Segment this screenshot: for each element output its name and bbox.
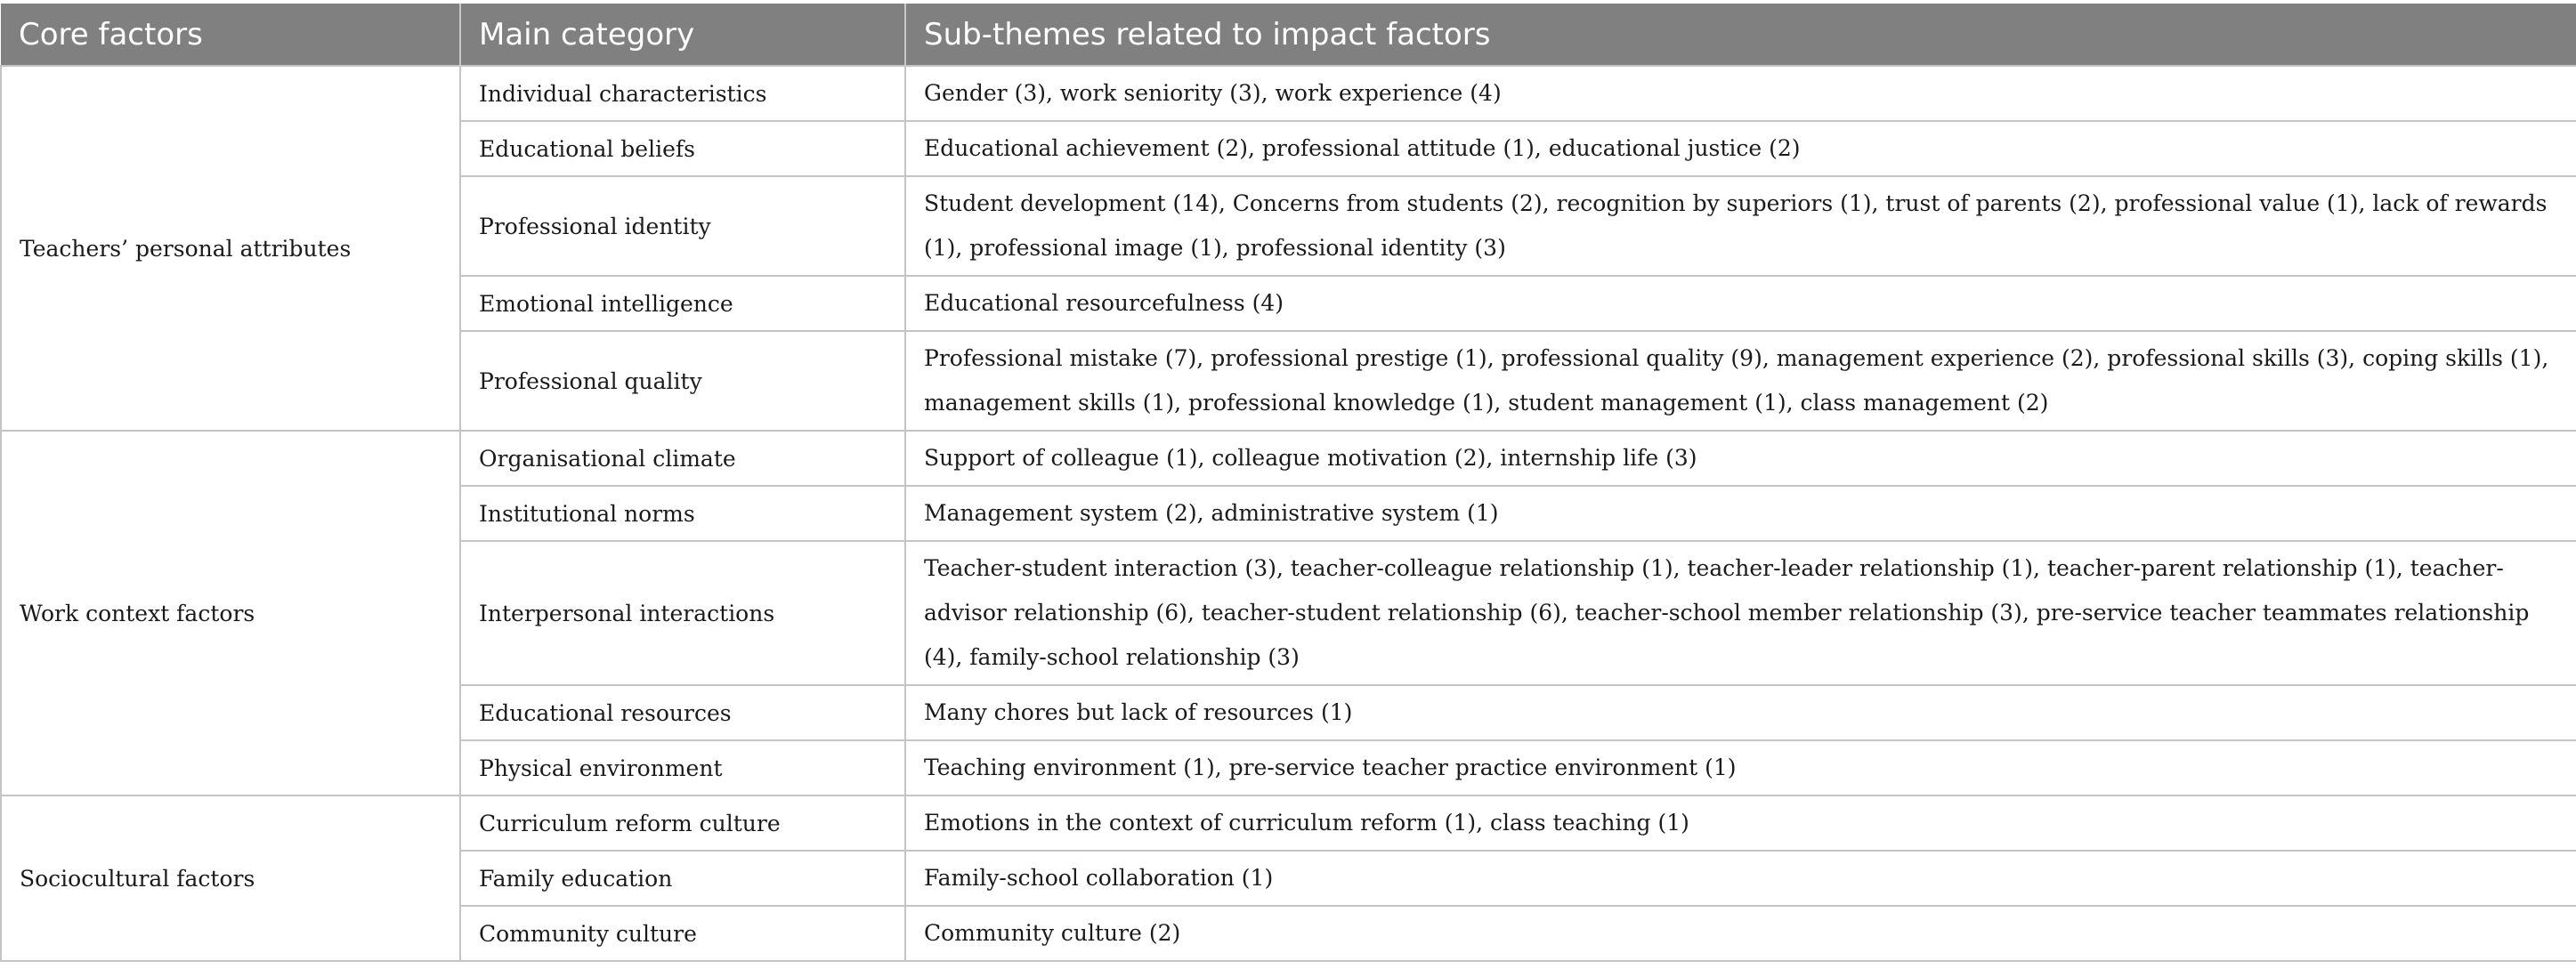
impact-factors-table — [0, 4, 2576, 962]
table-row — [1, 795, 2576, 851]
main-category-cell: Organisational climate — [460, 431, 905, 486]
sub-themes-cell: Gender (3), work seniority (3), work experience (4) — [905, 66, 2576, 121]
sub-themes-cell: Family-school collaboration (1) — [905, 851, 2576, 906]
main-category-cell: Physical environment — [460, 740, 905, 795]
sub-themes-cell: Community culture (2) — [905, 906, 2576, 961]
main-category-cell: Professional identity — [460, 176, 905, 276]
sub-themes-cell: Teacher-student interaction (3), teacher-colleague relationship (1), teacher-leader relationship (1), teacher-parent relationship (1), teacher-advisor relationship (6), teacher-student relationship (6), teacher-school member relationship (3), pre-service teacher teammates relationship (4), family-school relationship (3) — [905, 541, 2576, 685]
main-category-cell: Family education — [460, 851, 905, 906]
table-row — [1, 431, 2576, 486]
main-category-cell: Curriculum reform culture — [460, 795, 905, 851]
core-factor-cell: Sociocultural factors — [1, 795, 460, 961]
main-category-cell: Emotional intelligence — [460, 276, 905, 331]
main-category-cell: Individual characteristics — [460, 66, 905, 121]
sub-themes-cell: Professional mistake (7), professional prestige (1), professional quality (9), management experience (2), professional skills (3), coping skills (1), management skills (1), professional knowledge (1), student management (1), class management (2) — [905, 331, 2576, 431]
main-category-cell: Professional quality — [460, 331, 905, 431]
main-category-cell: Educational resources — [460, 685, 905, 740]
sub-themes-cell: Educational achievement (2), professional attitude (1), educational justice (2) — [905, 121, 2576, 176]
header-row — [1, 4, 2576, 66]
sub-themes-cell: Support of colleague (1), colleague motivation (2), internship life (3) — [905, 431, 2576, 486]
header-main-category: Main category — [460, 4, 905, 66]
main-category-cell: Community culture — [460, 906, 905, 961]
main-category-cell: Institutional norms — [460, 486, 905, 541]
sub-themes-cell: Student development (14), Concerns from students (2), recognition by superiors (1), trust of parents (2), professional value (1), lack of rewards (1), professional image (1), professional identity (3) — [905, 176, 2576, 276]
sub-themes-cell: Management system (2), administrative system (1) — [905, 486, 2576, 541]
table-row — [1, 66, 2576, 121]
sub-themes-cell: Teaching environment (1), pre-service teacher practice environment (1) — [905, 740, 2576, 795]
sub-themes-cell: Emotions in the context of curriculum reform (1), class teaching (1) — [905, 795, 2576, 851]
header-core-factors: Core factors — [1, 4, 460, 66]
core-factor-cell: Teachers’ personal attributes — [1, 66, 460, 431]
main-category-cell: Interpersonal interactions — [460, 541, 905, 685]
table-body — [1, 66, 2576, 961]
core-factor-cell: Work context factors — [1, 431, 460, 795]
sub-themes-cell: Many chores but lack of resources (1) — [905, 685, 2576, 740]
sub-themes-cell: Educational resourcefulness (4) — [905, 276, 2576, 331]
main-category-cell: Educational beliefs — [460, 121, 905, 176]
header-sub-themes: Sub-themes related to impact factors — [905, 4, 2576, 66]
table-header — [1, 4, 2576, 66]
impact-factors-table-container — [0, 4, 2576, 962]
